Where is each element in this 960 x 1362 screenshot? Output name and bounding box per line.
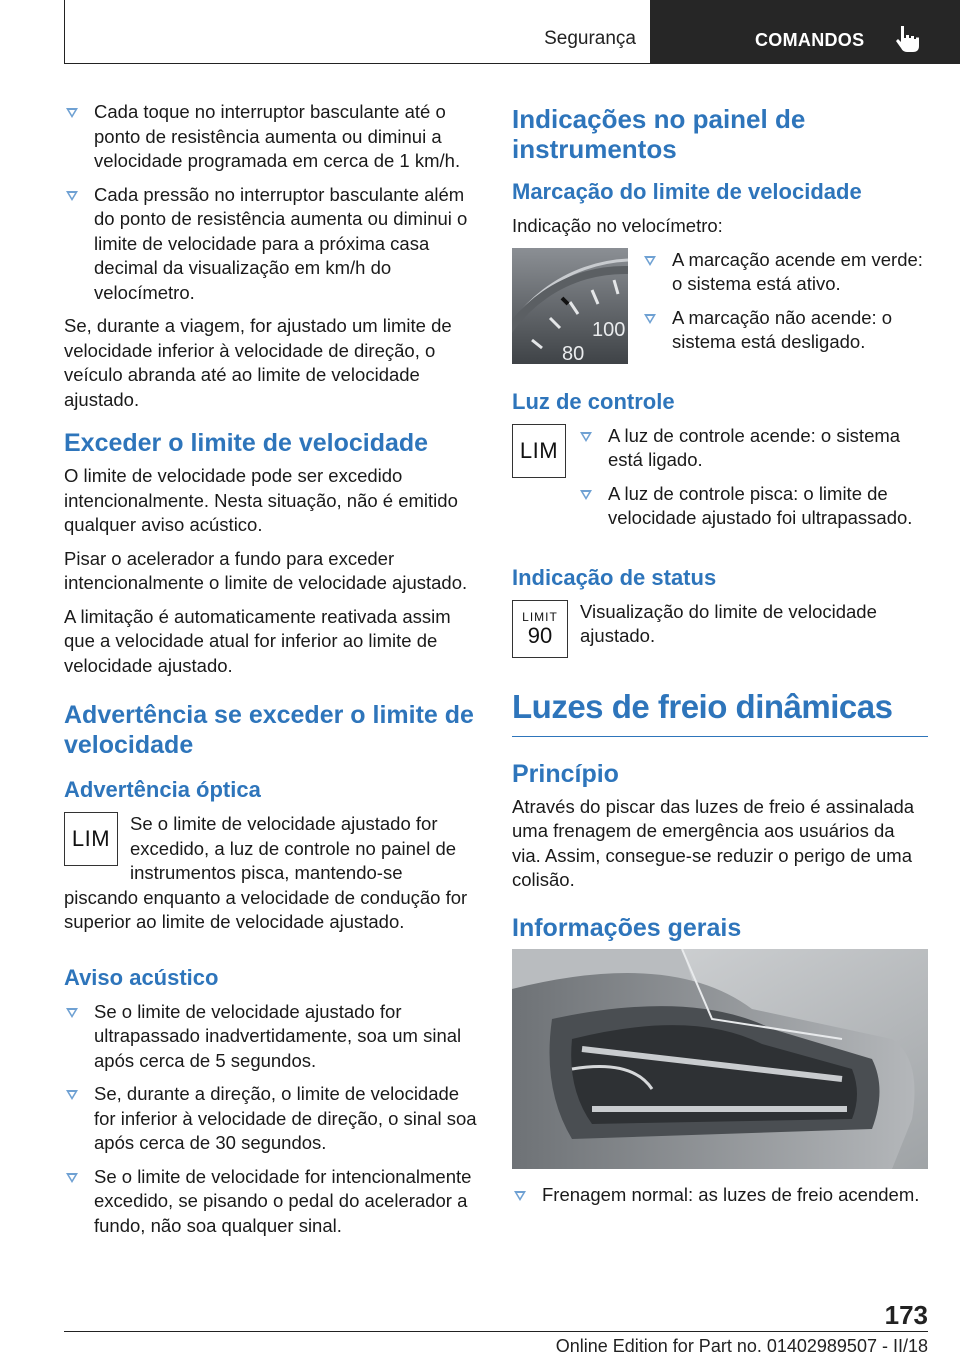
list-item: A luz de controle pisca: o limite de velocidade ajustado foi ultrapassado. (578, 482, 928, 531)
paragraph: A limitação é automaticamente reativada assim que a velocidade atual for inferior ao limite de velocidade ajustado. (64, 605, 451, 676)
optical-warning-block (64, 812, 478, 944)
list-item: A marcação acende em verde: o sistema está ativo. (642, 248, 928, 297)
heading-speed-limit-marking: Marcação do limite de velocidade (512, 179, 862, 204)
limit-90-icon: LIMIT 90 (512, 600, 568, 658)
heading-acoustic-warning: Aviso acústico (64, 964, 219, 990)
speedo-label-80: 80 (562, 342, 585, 364)
heading-instrument-indications: Indicações no painel de instrumentos (512, 104, 806, 164)
paragraph-travel: Se, durante a viagem, for ajustado um limite de velocidade inferior à velocidade de direção, o veículo abranda até ao limite de velocidade ajustado. (64, 315, 452, 410)
bullet-triangle-icon (66, 1173, 78, 1183)
speedometer-block (512, 248, 928, 364)
list-item: A marcação não acende: o sistema está desligado. (642, 306, 928, 355)
header-bottom-rule (64, 63, 650, 64)
marking-list (642, 248, 928, 364)
bullet-triangle-icon (580, 490, 592, 500)
heading-control-light: Luz de controle (512, 388, 675, 414)
bullet-triangle-icon (514, 1191, 526, 1201)
paragraph: O limite de velocidade pode ser excedido intencionalmente. Nesta situação, não é emitido qualquer aviso acústico. (64, 465, 458, 535)
heading-optical-warning: Advertência óptica (64, 777, 261, 802)
list-item: Cada toque no interruptor basculante até o ponto de resistência aumenta ou diminui a velocidade programada em cerca de 1 km/h. (64, 100, 478, 174)
list-item: Se o limite de velocidade for intencionalmente excedido, se pisando o pedal do acelerador a fundo, não soa qualquer sinal. (64, 1165, 478, 1239)
heading-general-info: Informações gerais (512, 913, 742, 942)
pointing-hand-icon (893, 24, 923, 54)
bullet-triangle-icon (644, 256, 656, 266)
footer-edition: Online Edition for Part no. 01402989507 - II/18 (555, 1336, 928, 1356)
paragraph-principle: Através do piscar das luzes de freio é assinalada uma frenagem de emergência aos usuários da via. Assim, consegue-se reduzir o perigo de uma colisão. (512, 795, 915, 890)
bullet-triangle-icon (66, 1090, 78, 1100)
heading-dynamic-brake-lights: Luzes de freio dinâmicas (512, 686, 928, 737)
lim-indicator-icon: LIM (512, 424, 566, 478)
control-light-block (512, 424, 928, 540)
speedometer-image (512, 248, 628, 364)
heading-warning-exceed: Advertência se exceder o limite de velocidade (64, 701, 474, 759)
control-light-list (578, 424, 928, 540)
bullet-triangle-icon (66, 1008, 78, 1018)
bullet-triangle-icon (580, 432, 592, 442)
paragraph-status: Visualização do limite de velocidade ajustado. (580, 600, 877, 646)
paragraph-speedometer: Indicação no velocímetro: (512, 215, 723, 236)
bullet-triangle-icon (66, 191, 78, 201)
bullet-triangle-icon (66, 108, 78, 118)
brake-light-image (512, 949, 928, 1169)
header-left-rule (64, 0, 65, 64)
left-column (64, 100, 478, 1247)
section-title: Segurança (544, 28, 636, 49)
status-block (512, 600, 928, 658)
paragraph-optical: Se o limite de velocidade ajustado for excedido, a luz de controle no painel de instrumentos pisca, mantendo-se piscando enquanto a velocidade de condução for superior ao limite de velocidade ajustado. (64, 813, 468, 932)
right-column (512, 100, 928, 1216)
speedo-label-100: 100 (592, 318, 626, 341)
chapter-title: COMANDOS (755, 30, 865, 50)
page-number: 173 (884, 1300, 928, 1330)
heading-principle: Princípio (512, 759, 619, 788)
heading-exceed-limit: Exceder o limite de velocidade (64, 429, 429, 457)
list-item: Cada pressão no interruptor basculante além do ponto de resistência aumenta ou diminui o limite de velocidade para a próxima casa decimal da visualização em km/h do velocímetro. (64, 183, 478, 306)
heading-status-indication: Indicação de status (512, 564, 717, 590)
list-item: Se o limite de velocidade ajustado for ultrapassado inadvertidamente, soa um sinal após cerca de 5 segundos. (64, 1000, 478, 1074)
footer-rule (64, 1331, 928, 1332)
list-item: Se, durante a direção, o limite de velocidade for inferior à velocidade de direção, o sinal soa após cerca de 30 segundos. (64, 1082, 478, 1156)
bullet-triangle-icon (644, 314, 656, 324)
list-item: A luz de controle acende: o sistema está ligado. (578, 424, 928, 473)
list-item: Frenagem normal: as luzes de freio acendem. (512, 1183, 928, 1208)
lim-indicator-icon: LIM (64, 812, 118, 866)
paragraph: Pisar o acelerador a fundo para exceder intencionalmente o limite de velocidade ajustado. (64, 547, 468, 593)
